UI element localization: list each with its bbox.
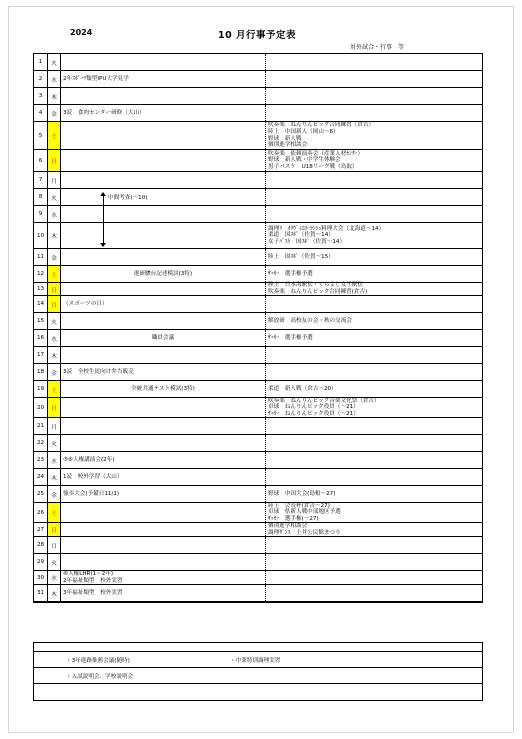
day-number: 7	[34, 172, 48, 188]
internal-events	[61, 364, 266, 380]
day-number: 14	[34, 296, 48, 312]
weekday: 月	[48, 537, 61, 553]
internal-events	[61, 249, 266, 265]
day-number: 9	[34, 206, 48, 222]
exam-period-arrow	[100, 192, 106, 247]
internal-events	[61, 189, 266, 205]
event-text: 進研駿台記述模試(3特)	[133, 270, 193, 277]
event-text: 3年福祉類型 校外実習	[63, 589, 123, 596]
internal-events	[61, 452, 266, 468]
weekday: 金	[48, 249, 61, 265]
year-label: 2024	[70, 28, 93, 37]
internal-events	[61, 469, 266, 485]
event-text: 職員会議	[151, 334, 175, 341]
footer-spacer	[34, 643, 482, 652]
day-number: 13	[34, 283, 48, 295]
weekday: 土	[48, 381, 61, 397]
weekday: 火	[48, 189, 61, 205]
day-number: 4	[34, 105, 48, 121]
external-events	[266, 150, 482, 171]
external-events	[266, 105, 482, 121]
schedule-row	[34, 398, 482, 418]
day-number: 16	[34, 330, 48, 346]
schedule-row	[34, 469, 482, 486]
external-events	[266, 571, 482, 584]
schedule-row	[34, 313, 482, 330]
internal-events	[61, 105, 266, 121]
weekday: 日	[48, 150, 61, 171]
event-text: 野球 新人戦・中学生体験会	[268, 157, 341, 164]
weekday: 木	[48, 347, 61, 363]
schedule-row	[34, 503, 482, 523]
weekday: 日	[48, 523, 61, 536]
event-text: 陸上 国ｽﾎﾟ（佐賀～15）	[268, 253, 334, 260]
event-text: 3読 全校生徒向け弁当販売	[63, 368, 134, 375]
external-events	[266, 266, 482, 282]
external-events	[266, 486, 482, 502]
footer-note: ・中業特別調理実習	[230, 657, 281, 664]
event-text: 男子バスケ U18リーグ戦（鳥取）	[268, 163, 358, 170]
external-events	[266, 381, 482, 397]
external-events	[266, 554, 482, 570]
schedule-row	[34, 486, 482, 503]
event-text: 柔道 新人戦（倉吉～20）	[268, 385, 337, 392]
internal-events	[61, 398, 266, 417]
external-events	[266, 418, 482, 434]
internal-events	[61, 71, 266, 87]
event-text: 解放研 高校友の会・秋の交流会	[268, 317, 352, 324]
external-events	[266, 71, 482, 87]
day-number: 31	[34, 585, 48, 601]
weekday: 日	[48, 398, 61, 417]
external-events	[266, 503, 482, 522]
internal-events	[61, 571, 266, 584]
schedule-row	[34, 105, 482, 122]
day-number: 20	[34, 398, 48, 417]
internal-events	[61, 88, 266, 104]
weekday: 水	[48, 330, 61, 346]
internal-events	[61, 554, 266, 570]
schedule-row	[34, 537, 482, 554]
footer-note: ・入試説明会、学校説明会	[66, 673, 134, 680]
event-text: 卓球 ねんりんピック役員（～21）	[268, 404, 359, 411]
internal-events	[61, 283, 266, 295]
event-text: 吹奏楽 ねんりんピック合同練習(倉吉)	[268, 289, 368, 295]
footer-note: ・3年進路推薦会議(随時)	[66, 657, 130, 664]
weekday: 月	[48, 172, 61, 188]
event-text: 個別進学相談会	[268, 142, 308, 149]
event-text: 個別進学相談会	[268, 522, 308, 529]
day-number: 28	[34, 537, 48, 553]
schedule-row	[34, 266, 482, 283]
external-events	[266, 189, 482, 205]
event-text: 強歩大会(予備日11/1)	[63, 490, 120, 497]
day-number: 19	[34, 381, 48, 397]
internal-events	[61, 54, 266, 70]
day-number: 21	[34, 418, 48, 434]
event-text: （スポーツの日）	[63, 300, 108, 307]
weekday: 水	[48, 571, 61, 584]
schedule-row	[34, 330, 482, 347]
internal-events	[61, 418, 266, 434]
event-text: 卓球 県新人戦中部地区予選	[268, 509, 341, 516]
day-number: 17	[34, 347, 48, 363]
event-text: 調理ﾘ ｵﾘｳﾞｨｴﾛｰﾗﾝｼｭ料理大会（北海道～14）	[268, 225, 385, 232]
weekday: 土	[48, 122, 61, 149]
weekday: 木	[48, 223, 61, 248]
internal-events	[61, 523, 266, 536]
schedule-row	[34, 381, 482, 398]
day-number: 6	[34, 150, 48, 171]
event-text: 野球 新人戦	[268, 135, 302, 142]
external-events	[266, 313, 482, 329]
weekday: 水	[48, 452, 61, 468]
internal-events	[61, 347, 266, 363]
weekday: 木	[48, 585, 61, 601]
external-events	[266, 223, 482, 248]
day-number: 26	[34, 503, 48, 522]
external-events	[266, 364, 482, 380]
internal-events	[61, 296, 266, 312]
external-events	[266, 249, 482, 265]
event-text: 1読 校外学習（大山）	[63, 473, 123, 480]
day-number: 24	[34, 469, 48, 485]
weekday: 木	[48, 88, 61, 104]
external-events	[266, 172, 482, 188]
internal-events	[61, 486, 266, 502]
day-number: 29	[34, 554, 48, 570]
footer-row-1	[34, 652, 482, 668]
weekday: 木	[48, 469, 61, 485]
weekday: 金	[48, 364, 61, 380]
schedule-row	[34, 54, 482, 71]
footer-row-3	[34, 684, 482, 700]
schedule-row	[34, 435, 482, 452]
schedule-row	[34, 172, 482, 189]
event-text: 吹奏楽 依頼演奏会（産業人材ｾﾝﾀｰ）	[268, 150, 364, 157]
schedule-row	[34, 452, 482, 469]
day-number: 15	[34, 313, 48, 329]
footer-row-2	[34, 668, 482, 684]
weekday: 水	[48, 71, 61, 87]
event-text: 柔道 国ｽﾎﾟ（佐賀～14）	[268, 232, 334, 239]
day-number: 12	[34, 266, 48, 282]
event-text: ⑥人権LHR(1・2年)	[63, 570, 114, 577]
internal-events	[61, 537, 266, 553]
event-text: 陸上 日本海駅伝・くらよし女子駅伝	[268, 282, 364, 289]
external-events	[266, 585, 482, 601]
schedule-row	[34, 283, 482, 296]
external-events	[266, 330, 482, 346]
weekday: 土	[48, 266, 61, 282]
internal-events	[61, 150, 266, 171]
event-text: 全統共通テスト模試(3特)	[131, 385, 195, 392]
exam-period-label: 中間考査(～10)	[108, 195, 148, 201]
event-text: ｻｯｶｰ ねんりんピック役員（～21）	[268, 410, 359, 417]
external-events	[266, 347, 482, 363]
weekday: 金	[48, 105, 61, 121]
day-number: 2	[34, 71, 48, 87]
event-text: 陸上 会長杯(倉吉～27)	[268, 502, 330, 509]
event-text: 3読 食肉センター研修（大山）	[63, 109, 145, 116]
external-events	[266, 435, 482, 451]
weekday: 火	[48, 435, 61, 451]
day-number: 8	[34, 189, 48, 205]
external-events	[266, 206, 482, 222]
schedule-row	[34, 122, 482, 150]
day-number: 30	[34, 571, 48, 584]
schedule-row	[34, 249, 482, 266]
event-text: 女子ﾊﾞｽｹ 国ｽﾎﾟ（佐賀～14）	[268, 238, 346, 245]
day-number: 23	[34, 452, 48, 468]
event-text: 吹奏楽 ねんりんピック合同練習（倉吉）	[268, 122, 375, 129]
day-number: 10	[34, 223, 48, 248]
event-text: 野球 中国大会(島根～27)	[268, 490, 336, 497]
schedule-row	[34, 418, 482, 435]
day-number: 22	[34, 435, 48, 451]
external-events	[266, 398, 482, 417]
internal-events	[61, 223, 266, 248]
weekday: 金	[48, 486, 61, 502]
day-number: 1	[34, 54, 48, 70]
event-text: ｻｯｶｰ 選手権(～27)	[268, 515, 319, 522]
internal-events	[61, 381, 266, 397]
internal-events	[61, 585, 266, 601]
external-events	[266, 452, 482, 468]
external-events	[266, 54, 482, 70]
day-number: 3	[34, 88, 48, 104]
internal-events	[61, 435, 266, 451]
internal-events	[61, 206, 266, 222]
legend-note: 対外試合・行事 等	[350, 44, 405, 51]
internal-events	[61, 122, 266, 149]
external-events	[266, 122, 482, 149]
day-number: 27	[34, 523, 48, 536]
schedule-row	[34, 571, 482, 585]
internal-events	[61, 266, 266, 282]
weekday: 火	[48, 313, 61, 329]
external-events	[266, 88, 482, 104]
day-number: 25	[34, 486, 48, 502]
weekday: 水	[48, 206, 61, 222]
day-number: 11	[34, 249, 48, 265]
event-text: ｻｯｶｰ 選手権予選	[268, 270, 313, 277]
schedule-row	[34, 150, 482, 172]
weekday: 日	[48, 283, 61, 295]
event-text: 調理ﾀﾞﾝｽ 上井公民館まつり	[268, 529, 341, 536]
day-number: 5	[34, 122, 48, 149]
internal-events	[61, 172, 266, 188]
event-text: 2年福祉類型 校外実習	[63, 577, 123, 584]
page-title: 10 月行事予定表	[218, 30, 297, 41]
schedule-row	[34, 71, 482, 88]
weekday: 月	[48, 418, 61, 434]
external-events	[266, 537, 482, 553]
weekday: 土	[48, 503, 61, 522]
schedule-row	[34, 296, 482, 313]
event-text: ⑤⑥人権講演会(2年)	[63, 456, 115, 463]
internal-events	[61, 503, 266, 522]
schedule-table	[33, 53, 483, 603]
weekday: 火	[48, 54, 61, 70]
day-number: 18	[34, 364, 48, 380]
event-text: ｻｯｶｰ 選手権予選	[268, 334, 313, 341]
internal-events	[61, 313, 266, 329]
weekday: 月	[48, 296, 61, 312]
footer-notes	[33, 642, 483, 701]
weekday: 火	[48, 554, 61, 570]
schedule-row	[34, 88, 482, 105]
event-text: 陸上 中国新人（岡山～6）	[268, 128, 339, 135]
external-events	[266, 469, 482, 485]
external-events	[266, 523, 482, 536]
internal-events	[61, 330, 266, 346]
external-events	[266, 283, 482, 295]
schedule-row	[34, 554, 482, 571]
schedule-row	[34, 347, 482, 364]
event-text: 2年ｽﾎﾟｰﾂ類型IPU大学見学	[63, 75, 129, 82]
schedule-row	[34, 364, 482, 381]
schedule-row	[34, 523, 482, 537]
event-text: 吹奏楽 ねんりんピック音楽文化祭（倉吉）	[268, 397, 380, 404]
external-events	[266, 296, 482, 312]
schedule-row	[34, 585, 482, 602]
